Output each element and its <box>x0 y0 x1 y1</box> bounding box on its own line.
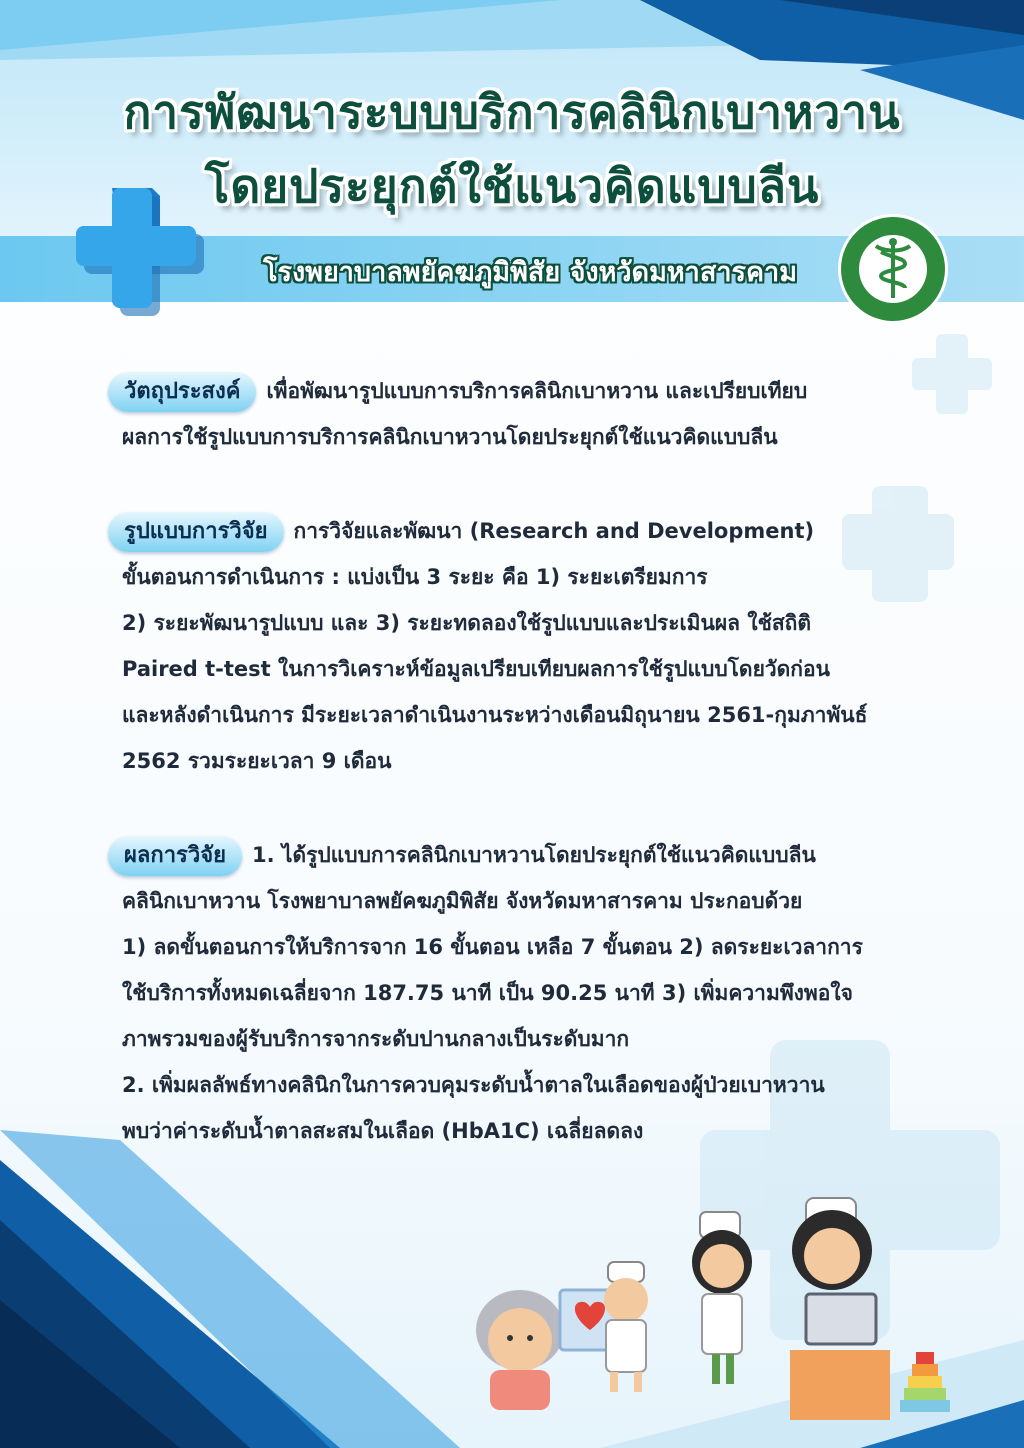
design-line: และหลังดำเนินการ มีระยะเวลาดำเนินงานระหว่างเดือนมิถุนายน 2561-กุมภาพันธ์ <box>122 703 868 727</box>
results-line: คลินิกเบาหวาน โรงพยาบาลพยัคฆภูมิพิสัย จังหวัดมหาสารคาม ประกอบด้วย <box>122 889 803 913</box>
nurse-figure-small <box>604 1262 648 1392</box>
results-line: 1. ได้รูปแบบการคลินิกเบาหวานโดยประยุกต์ใช้แนวคิดแบบลีน <box>252 843 816 867</box>
objective-line: ผลการใช้รูปแบบการบริการคลินิกเบาหวานโดยประยุกต์ใช้แนวคิดแบบลีน <box>122 425 778 449</box>
page-title-line2: โดยประยุกต์ใช้แนวคิดแบบลีน <box>204 159 820 213</box>
design-line: 2562 รวมระยะเวลา 9 เดือน <box>122 749 392 773</box>
design-line: Paired t-test ในการวิเคราะห์ข้อมูลเปรียบเทียบผลการใช้รูปแบบโดยวัดก่อน <box>122 657 830 681</box>
design-section <box>122 508 952 784</box>
results-label: ผลการวิจัย <box>108 836 242 876</box>
nurse-at-computer-figure <box>790 1198 890 1420</box>
stacking-toy-figure <box>900 1352 950 1412</box>
objective-section <box>122 368 952 460</box>
results-line: พบว่าค่าระดับน้ำตาลสะสมในเลือด (HbA1C) เฉลี่ยลดลง <box>122 1119 644 1143</box>
objective-label: วัตถุประสงค์ <box>108 372 256 412</box>
results-section <box>122 832 952 1154</box>
ministry-logo <box>836 212 950 326</box>
design-label: รูปแบบการวิจัย <box>108 512 284 552</box>
objective-line: เพื่อพัฒนารูปแบบการบริการคลินิกเบาหวาน และเปรียบเทียบ <box>266 379 808 403</box>
results-line: 1) ลดขั้นตอนการให้บริการจาก 16 ขั้นตอน เหลือ 7 ขั้นตอน 2) ลดระยะเวลาการ <box>122 935 863 959</box>
hospital-subtitle: โรงพยาบาลพยัคฆภูมิพิสัย จังหวัดมหาสารคาม <box>262 257 798 288</box>
design-line: ขั้นตอนการดำเนินการ : แบ่งเป็น 3 ระยะ คือ 1) ระยะเตรียมการ <box>122 565 708 589</box>
design-line: 2) ระยะพัฒนารูปแบบ และ 3) ระยะทดลองใช้รูปแบบและประเมินผล ใช้สถิติ <box>122 611 812 635</box>
results-line: 2. เพิ่มผลลัพธ์ทางคลินิกในการควบคุมระดับน้ำตาลในเลือดของผู้ป่วยเบาหวาน <box>122 1073 825 1097</box>
results-line: ภาพรวมของผู้รับบริการจากระดับปานกลางเป็นระดับมาก <box>122 1027 630 1051</box>
results-line: ใช้บริการทั้งหมดเฉลี่ยจาก 187.75 นาที เป็น 90.25 นาที 3) เพิ่มความพึงพอใจ <box>122 981 853 1005</box>
elderly-patient-figure <box>476 1290 564 1410</box>
healthcare-illustration <box>460 1190 960 1440</box>
design-line: การวิจัยและพัฒนา (Research and Development) <box>293 519 815 543</box>
page-title-line1: การพัฒนาระบบบริการคลินิกเบาหวาน <box>123 85 901 139</box>
nurse-figure-tall <box>692 1212 752 1384</box>
